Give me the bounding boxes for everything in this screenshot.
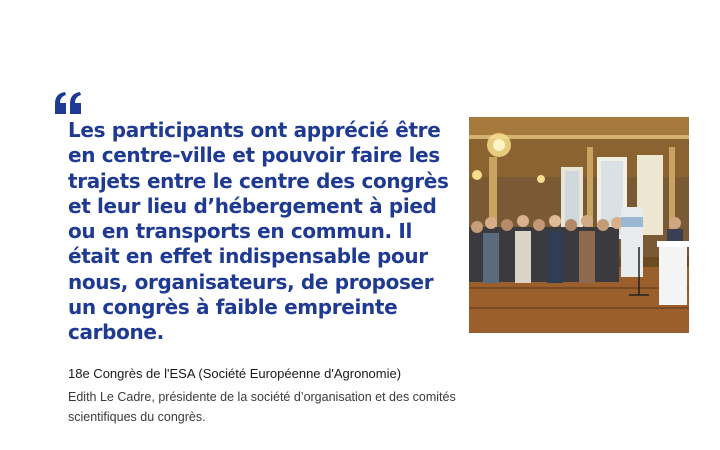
quote-text xyxy=(68,118,458,346)
event-name: 18e Congrès de l'ESA (Société Européenne d'Agronomie) xyxy=(68,366,402,381)
quote-line: carbone. xyxy=(68,320,164,345)
author-attribution: Edith Le Cadre, présidente de la société d’organisation et des comités scientifiques du congrès. xyxy=(68,390,456,424)
quote-line: trajets entre le centre des congrès xyxy=(68,168,449,193)
quote-open-icon xyxy=(54,92,84,116)
quote-line: et leur lieu d’hébergement à pied xyxy=(68,193,437,218)
quote-line: Les participants ont apprécié être xyxy=(68,118,441,142)
event-photo xyxy=(469,117,689,333)
quote-line: en centre-ville et pouvoir faire les xyxy=(68,143,440,168)
quote-line: un congrès à faible empreinte xyxy=(68,295,398,320)
quote-line: était en effet indispensable pour xyxy=(68,244,428,269)
quote-line: nous, organisateurs, de proposer xyxy=(68,269,434,294)
quote-line: ou en transports en commun. Il xyxy=(68,219,412,244)
